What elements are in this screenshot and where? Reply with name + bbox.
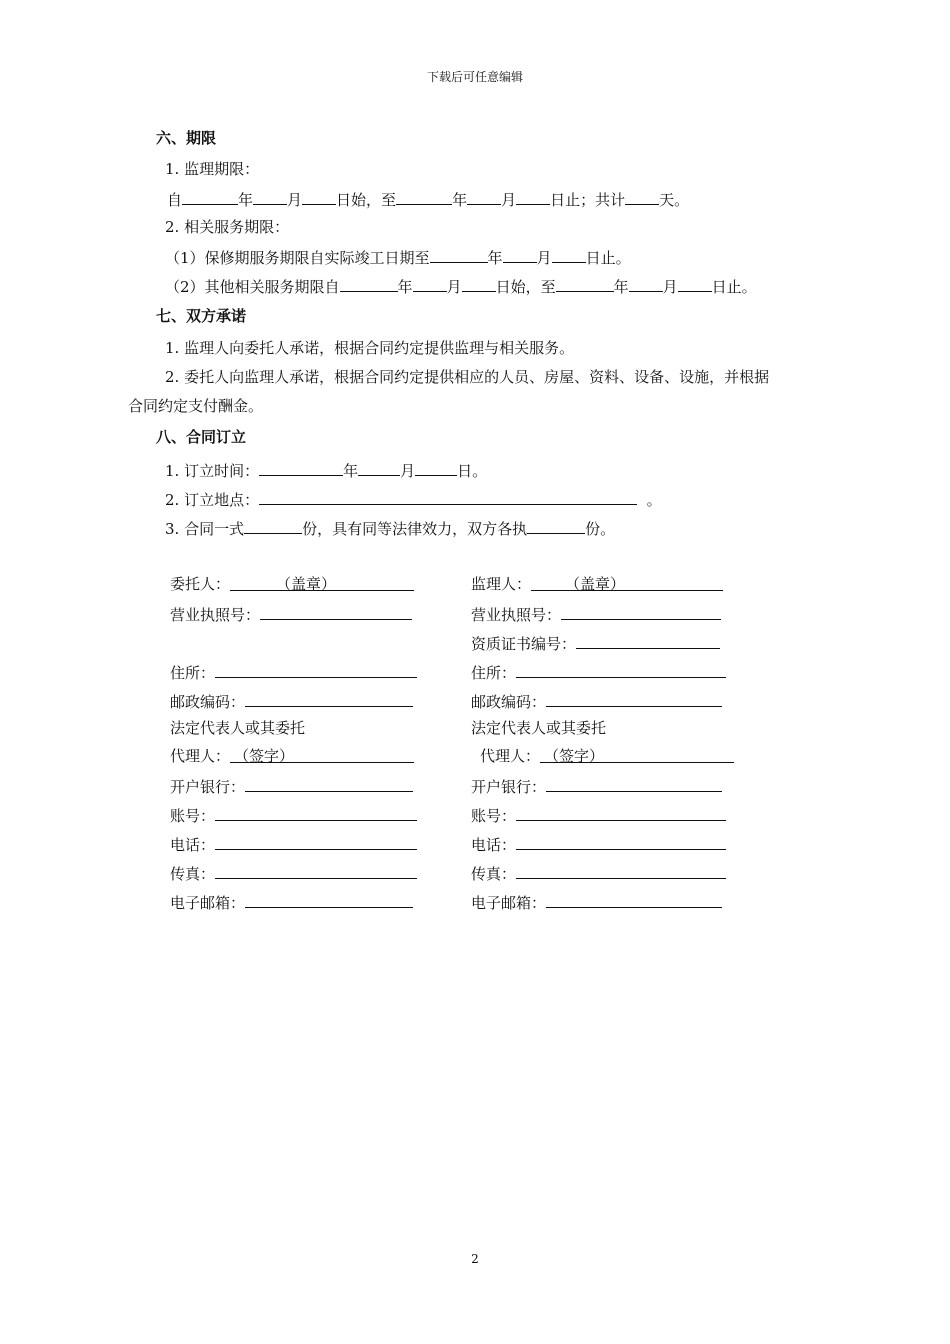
term-sub-1-line: [165, 246, 631, 268]
supervisor-postcode-field[interactable]: [546, 690, 722, 707]
client-email-label: 电子邮箱：: [170, 894, 246, 912]
client-sign-field[interactable]: [230, 746, 414, 763]
client-seal-field[interactable]: [230, 574, 414, 591]
supervisor-email-label: 电子邮箱：: [471, 894, 547, 912]
blank-year-field[interactable]: [556, 275, 614, 292]
client-bank-field[interactable]: [245, 775, 413, 792]
client-fax-field[interactable]: [215, 862, 417, 879]
client-email-field[interactable]: [245, 891, 413, 908]
supervisor-rep-row: [480, 746, 734, 766]
client-phone-row: [170, 833, 417, 855]
supervisor-license-row: [471, 603, 721, 625]
supervisor-fax-row: [471, 862, 726, 884]
blank-year-field[interactable]: [396, 188, 452, 205]
blank-year-field[interactable]: [340, 275, 398, 292]
supervisor-address-field[interactable]: [516, 661, 726, 678]
text: 月: [662, 278, 678, 296]
client-address-row: [170, 661, 417, 683]
term-sub-2-line: [165, 275, 757, 297]
supervisor-cert-field[interactable]: [576, 632, 720, 649]
client-account-label: 账号：: [170, 807, 216, 825]
blank-day-field[interactable]: [462, 275, 496, 292]
term-item-1-line: [167, 188, 689, 210]
text: 日止；共计: [550, 191, 626, 209]
supervisor-fax-field[interactable]: [516, 862, 726, 879]
text: 年: [343, 462, 359, 480]
client-address-label: 住所：: [170, 664, 216, 682]
blank-copies-each-field[interactable]: [527, 517, 585, 534]
text: 年: [487, 249, 503, 267]
blank-copies-field[interactable]: [244, 517, 302, 534]
promise-item-2-line-1: 2. 委托人向监理人承诺，根据合同约定提供相应的人员、房屋、资料、设备、设施，并根据: [165, 368, 770, 386]
text: 年: [452, 191, 468, 209]
client-license-field[interactable]: [260, 603, 412, 620]
client-email-row: [170, 891, 413, 913]
blank-year-field[interactable]: [430, 246, 488, 263]
client-rep-label: 代理人：: [170, 747, 231, 765]
supervisor-account-row: [471, 804, 726, 826]
text: 3. 合同一式: [165, 520, 245, 538]
client-phone-label: 电话：: [170, 836, 216, 854]
client-sign-text: （签字）: [234, 747, 295, 765]
client-fax-label: 传真：: [170, 865, 216, 883]
promise-item-1: 1. 监理人向委托人承诺，根据合同约定提供监理与相关服务。: [165, 339, 575, 357]
supervisor-sign-text: （签字）: [544, 747, 605, 765]
text: 2. 订立地点：: [165, 491, 260, 509]
text: 日止。: [711, 278, 757, 296]
supervisor-sign-field[interactable]: [540, 746, 734, 763]
client-account-row: [170, 804, 417, 826]
blank-month-field[interactable]: [629, 275, 663, 292]
blank-days-field[interactable]: [625, 188, 659, 205]
client-license-row: [170, 603, 412, 625]
blank-month-field[interactable]: [503, 246, 537, 263]
sign-place-line: [165, 488, 662, 510]
supervisor-account-label: 账号：: [471, 807, 517, 825]
client-fax-row: [170, 862, 417, 884]
supervisor-email-row: [471, 891, 722, 913]
text: 年: [238, 191, 254, 209]
client-postcode-field[interactable]: [245, 690, 413, 707]
client-rep-row: [170, 746, 414, 766]
text: 月: [287, 191, 303, 209]
blank-year-field[interactable]: [182, 188, 238, 205]
supervisor-email-field[interactable]: [546, 891, 722, 908]
client-party-label: 委托人：: [170, 575, 231, 593]
page-number: 2: [471, 1252, 479, 1266]
term-item-1-label: 1. 监理期限：: [165, 160, 260, 178]
text: （2）其他相关服务期限自: [165, 278, 340, 296]
client-rep-line-1: 法定代表人或其委托: [170, 719, 306, 737]
text: 天。: [659, 191, 690, 209]
blank-month-field[interactable]: [358, 459, 400, 476]
supervisor-license-field[interactable]: [561, 603, 721, 620]
supervisor-license-label: 营业执照号：: [471, 606, 562, 624]
section-8-title: 八、合同订立: [156, 428, 247, 446]
text: 日始，至: [336, 191, 397, 209]
text: 月: [446, 278, 462, 296]
text: 日始，至: [495, 278, 556, 296]
blank-day-field[interactable]: [678, 275, 712, 292]
text: 份。: [585, 520, 616, 538]
blank-day-field[interactable]: [302, 188, 336, 205]
text: 。: [646, 491, 662, 509]
client-party-row: [170, 574, 414, 594]
text: 份，具有同等法律效力，双方各执: [302, 520, 528, 538]
blank-month-field[interactable]: [413, 275, 447, 292]
text: 自: [167, 191, 183, 209]
blank-day-field[interactable]: [516, 188, 550, 205]
supervisor-bank-field[interactable]: [546, 775, 722, 792]
supervisor-seal-text: （盖章）: [565, 575, 626, 593]
blank-year-field[interactable]: [259, 459, 343, 476]
promise-item-2-line-2: 合同约定支付酬金。: [128, 397, 264, 415]
text: 日。: [457, 462, 488, 480]
supervisor-rep-line-1: 法定代表人或其委托: [471, 719, 607, 737]
text: 月: [400, 462, 416, 480]
supervisor-rep-label: 代理人：: [480, 747, 541, 765]
blank-day-field[interactable]: [415, 459, 457, 476]
supervisor-fax-label: 传真：: [471, 865, 517, 883]
blank-month-field[interactable]: [253, 188, 287, 205]
supervisor-phone-field[interactable]: [516, 833, 726, 850]
sign-date-line: [165, 459, 487, 481]
section-7-title: 七、双方承诺: [156, 307, 247, 325]
client-address-field[interactable]: [215, 661, 417, 678]
blank-month-field[interactable]: [467, 188, 501, 205]
supervisor-phone-label: 电话：: [471, 836, 517, 854]
supervisor-phone-row: [471, 833, 726, 855]
supervisor-address-label: 住所：: [471, 664, 517, 682]
client-seal-text: （盖章）: [276, 575, 337, 593]
client-phone-field[interactable]: [215, 833, 417, 850]
supervisor-cert-row: [471, 632, 720, 654]
client-license-label: 营业执照号：: [170, 606, 261, 624]
client-bank-row: [170, 775, 413, 797]
supervisor-address-row: [471, 661, 726, 683]
supervisor-bank-row: [471, 775, 722, 797]
text: 月: [501, 191, 517, 209]
supervisor-party-row: [471, 574, 723, 594]
client-account-field[interactable]: [215, 804, 417, 821]
supervisor-bank-label: 开户银行：: [471, 778, 547, 796]
client-postcode-row: [170, 690, 413, 712]
copies-line: [165, 517, 615, 539]
text: （1）保修期服务期限自实际竣工日期至: [165, 249, 430, 267]
term-item-2-label: 2. 相关服务期限：: [165, 218, 290, 236]
blank-place-field[interactable]: [259, 488, 637, 505]
text: 日止。: [585, 249, 631, 267]
client-postcode-label: 邮政编码：: [170, 693, 246, 711]
text: 年: [397, 278, 413, 296]
blank-day-field[interactable]: [552, 246, 586, 263]
text: 年: [613, 278, 629, 296]
client-bank-label: 开户银行：: [170, 778, 246, 796]
supervisor-postcode-label: 邮政编码：: [471, 693, 547, 711]
text: 月: [536, 249, 552, 267]
supervisor-cert-label: 资质证书编号：: [471, 635, 577, 653]
section-6-title: 六、期限: [156, 129, 217, 147]
supervisor-party-label: 监理人：: [471, 575, 532, 593]
text: 1. 订立时间：: [165, 462, 260, 480]
supervisor-postcode-row: [471, 690, 722, 712]
page-header: 下载后可任意编辑: [426, 70, 523, 84]
supervisor-seal-field[interactable]: [531, 574, 723, 591]
supervisor-account-field[interactable]: [516, 804, 726, 821]
